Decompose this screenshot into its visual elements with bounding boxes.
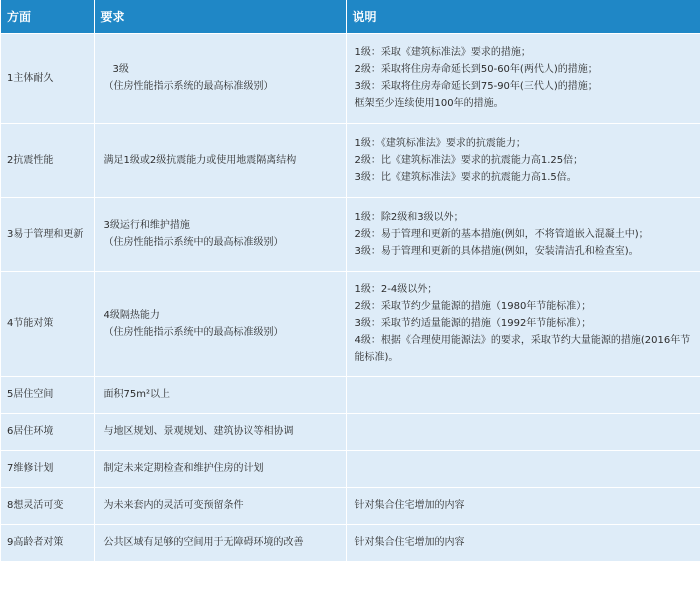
cell-aspect: 5居住空间 xyxy=(1,376,94,413)
requirement-line: （住房性能指示系统的最高标准级别） xyxy=(103,81,274,92)
cell-aspect: 3易于管理和更新 xyxy=(1,197,94,271)
table-row xyxy=(1,197,700,271)
cell-description xyxy=(346,524,700,561)
cell-aspect: 7维修计划 xyxy=(1,450,94,487)
table-header-row xyxy=(1,0,700,33)
table-row xyxy=(1,33,700,123)
requirement-line: 满足1级或2级抗震能力或使用地震隔离结构 xyxy=(103,154,297,166)
requirement-line: 面积75m²以上 xyxy=(103,389,170,400)
housing-requirements-table xyxy=(1,0,700,561)
header-aspect: 方面 xyxy=(1,0,94,33)
header-requirement: 要求 xyxy=(94,0,346,33)
description-line: 3级：采取节约适量能源的措施（1992年节能标准）； xyxy=(354,318,592,329)
cell-requirement xyxy=(94,487,346,524)
requirement-line: 与地区规划、景观规划、建筑协议等相协调 xyxy=(103,426,294,437)
requirement-line: 3级运行和维护措施 xyxy=(103,220,190,231)
description-line: 1级：采取《建筑标准法》要求的措施； xyxy=(354,47,531,58)
requirement-line: （住房性能指示系统中的最高标准级别） xyxy=(103,237,284,248)
cell-requirement xyxy=(94,376,346,413)
description-line: 1级：除2级和3级以外； xyxy=(354,211,464,223)
description-line: 3级：比《建筑标准法》要求的抗震能力高1.5倍。 xyxy=(354,171,577,183)
description-line: 针对集合住宅增加的内容 xyxy=(354,537,465,549)
table-row xyxy=(1,123,700,197)
cell-requirement xyxy=(94,197,346,271)
cell-description xyxy=(346,413,700,450)
cell-aspect: 6居住环境 xyxy=(1,413,94,450)
requirement-line: （住房性能指示系统中的最高标准级别） xyxy=(103,326,284,338)
description-line: 3级：采取将住房寿命延长到75-90年(三代人)的措施； xyxy=(354,81,598,92)
table-row xyxy=(1,524,700,561)
cell-requirement xyxy=(94,271,346,376)
requirement-line: 公共区域有足够的空间用于无障碍环境的改善 xyxy=(103,537,304,549)
description-line: 2级：采取将住房寿命延长到50-60年(两代人)的措施； xyxy=(354,64,598,75)
cell-description xyxy=(346,271,700,376)
requirement-line: 制定未来定期检查和维护住房的计划 xyxy=(103,463,264,474)
table-row xyxy=(1,450,700,487)
description-line: 2级：易于管理和更新的基本措施(例如，不将管道嵌入混凝土中)； xyxy=(354,228,649,240)
cell-aspect: 1主体耐久 xyxy=(1,33,94,123)
cell-description xyxy=(346,376,700,413)
description-line: 2级：采取节约少量能源的措施（1980年节能标准）； xyxy=(354,301,592,312)
description-line: 1级：《建筑标准法》要求的抗震能力； xyxy=(354,137,526,149)
cell-requirement xyxy=(94,33,346,123)
description-line: 针对集合住宅增加的内容 xyxy=(354,500,465,511)
table-row xyxy=(1,413,700,450)
cell-aspect: 8想灵活可变 xyxy=(1,487,94,524)
cell-aspect: 9高龄者对策 xyxy=(1,524,94,561)
requirement-line: 4级隔热能力 xyxy=(103,309,160,321)
cell-aspect: 2抗震性能 xyxy=(1,123,94,197)
cell-aspect: 4节能对策 xyxy=(1,271,94,376)
description-line: 1级：2-4级以外； xyxy=(354,284,438,295)
cell-requirement xyxy=(94,413,346,450)
description-line: 3级：易于管理和更新的具体措施(例如，安装清洁孔和检查室)。 xyxy=(354,245,639,257)
cell-description xyxy=(346,33,700,123)
cell-requirement xyxy=(94,450,346,487)
description-line: 2级：比《建筑标准法》要求的抗震能力高1.25倍； xyxy=(354,154,584,166)
cell-description xyxy=(346,487,700,524)
cell-requirement xyxy=(94,123,346,197)
cell-requirement xyxy=(94,524,346,561)
requirement-line: 3级 xyxy=(112,64,129,75)
description-line: 4级：根据《合理使用能源法》的要求，采取节约大量能源的措施(2016年节能标准)。 xyxy=(354,335,691,363)
description-line: 框架至少连续使用100年的措施。 xyxy=(354,98,504,109)
table-row xyxy=(1,487,700,524)
table-row xyxy=(1,376,700,413)
cell-description xyxy=(346,123,700,197)
table-row xyxy=(1,271,700,376)
requirement-line: 为未来套内的灵活可变预留条件 xyxy=(103,500,244,511)
cell-description xyxy=(346,197,700,271)
header-description: 说明 xyxy=(346,0,700,33)
cell-description xyxy=(346,450,700,487)
